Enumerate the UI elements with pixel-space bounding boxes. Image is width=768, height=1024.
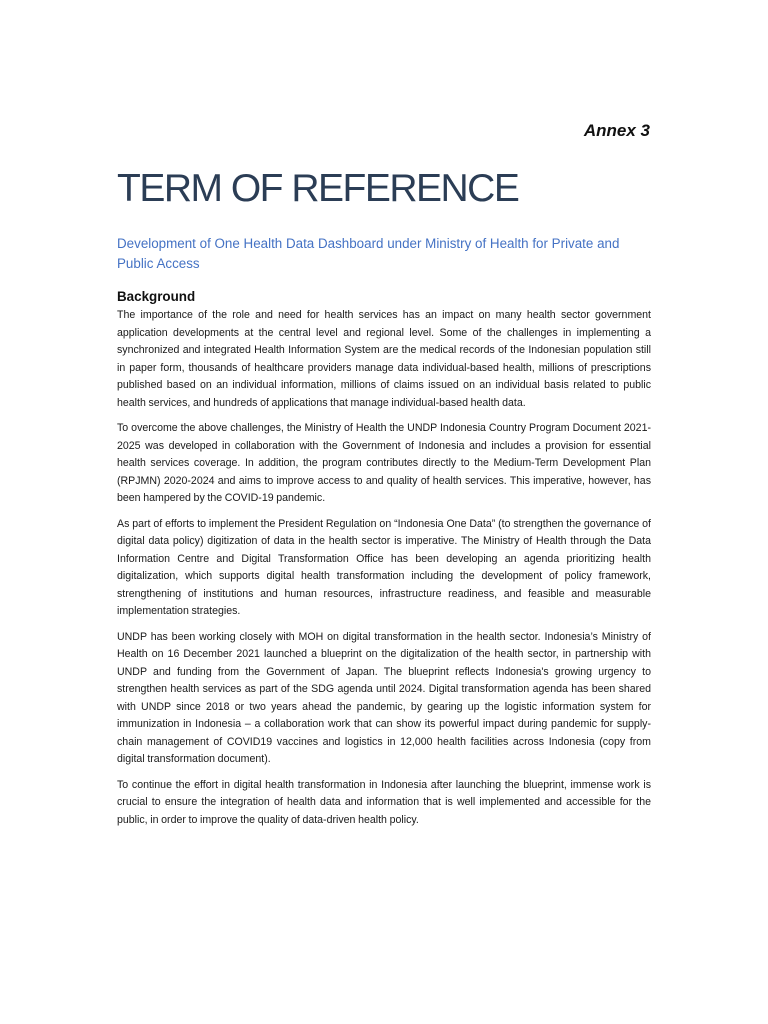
paragraph-1: The importance of the role and need for health services has an impact on many health sector government application developments at the central level and regional level. Some of the challenges in implementing a synchronized and integrated Health Information System are the medical records of the Indonesian population still in paper form, thousands of healthcare providers manage data individual-based health, millions of prescriptions published based on an individual information, millions of claims issued on an individual basis related to public health services, and hundreds of applications that manage individual-based health data.: [117, 309, 651, 409]
page-title: TERM OF REFERENCE: [117, 167, 519, 210]
paragraph-3: As part of efforts to implement the President Regulation on “Indonesia One Data” (to strengthen the governance of digital data policy) digitization of data in the health sector is imperative. The Ministry of Health through the Data Information Centre and Digital Transformation Office has been developing an agenda prioritizing health digitalization, which supports digital health transformation including the development of policy framework, strengthening of institutions and human resources, infrastructure readiness, and feasible and measurable implementation strategies.: [117, 517, 651, 617]
document-subtitle: Development of One Health Data Dashboard under Ministry of Health for Private and Public Access: [117, 236, 620, 271]
annex-label: Annex 3: [583, 121, 650, 140]
paragraph-2: To overcome the above challenges, the Ministry of Health the UNDP Indonesia Country Program Document 2021-2025 was developed in collaboration with the Government of Indonesia and includes a provision for essential health services coverage. In addition, the program contributes directly to the Medium-Term Development Plan (RPJMN) 2020-2024 and aims to improve access to and quality of health services. This imperative, however, has been hampered by the COVID-19 pandemic.: [117, 422, 651, 504]
paragraph-5: To continue the effort in digital health transformation in Indonesia after launching the blueprint, immense work is crucial to ensure the integration of health data and information that is well implemented and accessible for the public, in order to improve the quality of data-driven health policy.: [117, 778, 651, 826]
paragraph-4: UNDP has been working closely with MOH on digital transformation in the health sector. Indonesia’s Ministry of Health on 16 December 2021 launched a blueprint on the digitalization of the health sector, in partnership with UNDP and funding from the Government of Japan. The blueprint reflects Indonesia's growing urgency to strengthen health services as part of the SDG agenda until 2024. Digital transformation agenda has been shared with UNDP since 2018 or two years ahead the pandemic, by gearing up the logistic information system for immunization in Indonesia – a collaboration work that can show its powerful impact during pandemic for supply-chain management of COVID19 vaccines and logistics in 12,000 health facilities across Indonesia (copy from digital transformation document).: [117, 630, 651, 765]
background-body: [117, 307, 651, 837]
section-heading-background: Background: [117, 289, 196, 304]
